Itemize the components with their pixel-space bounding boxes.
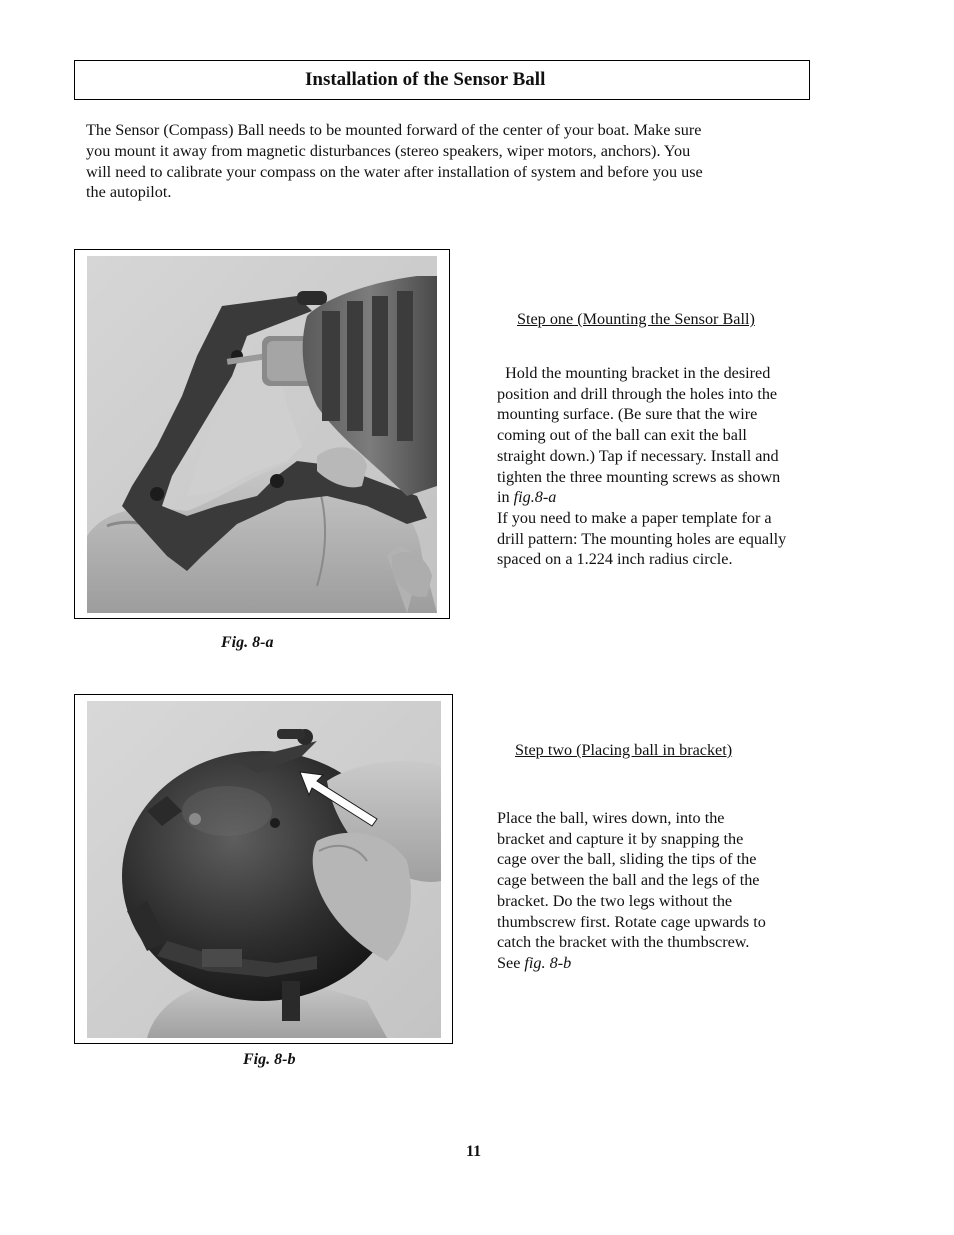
section-title-box (74, 60, 810, 100)
step-one-line: If you need to make a paper template for a (497, 508, 772, 527)
intro-line: you mount it away from magnetic disturbances (stereo speakers, wiper motors, anchors). You (86, 141, 691, 160)
step-one-line: position and drill through the holes into the (497, 384, 778, 403)
step-two-line: bracket. Do the two legs without the (497, 891, 733, 910)
step-two-line: cage over the ball, sliding the tips of the (497, 850, 757, 869)
fig-8b-reference: fig. 8-b (524, 953, 572, 972)
page-number: 11 (466, 1143, 482, 1160)
figure-8b-frame (74, 694, 453, 1044)
step-one-line: Hold the mounting bracket in the desired (497, 364, 771, 382)
intro-line: will need to calibrate your compass on the water after installation of system and before you use (86, 162, 703, 181)
step-two-body (497, 808, 827, 974)
step-one-heading: Step one (Mounting the Sensor Ball) (517, 310, 755, 328)
fig-8a-reference: fig.8-a (513, 488, 557, 507)
intro-line: the autopilot. (86, 183, 172, 202)
figure-8a-frame (74, 249, 450, 619)
step-one-line: drill pattern: The mounting holes are equally (497, 529, 787, 548)
step-one-line: spaced on a 1.224 inch radius circle. (497, 550, 733, 569)
step-one-body (497, 363, 847, 570)
figure-8b-caption: Fig. 8-b (243, 1051, 296, 1068)
step-two-line: Place the ball, wires down, into the (497, 809, 725, 827)
step-one-line: tighten the three mounting screws as shown (497, 467, 781, 486)
intro-paragraph (86, 120, 826, 203)
section-title: Installation of the Sensor Ball (305, 69, 546, 90)
step-two-line: bracket and capture it by snapping the (497, 829, 744, 848)
step-two-heading: Step two (Placing ball in bracket) (515, 741, 733, 759)
step-two-line: See (497, 953, 525, 972)
figure-8a-photo (87, 256, 437, 613)
step-two-line: thumbscrew first. Rotate cage upwards to (497, 912, 766, 931)
step-two-line-with-ref (497, 953, 827, 974)
step-two-line: cage between the ball and the legs of the (497, 871, 760, 890)
step-one-line: straight down.) Tap if necessary. Install and (497, 446, 779, 465)
step-one-line-with-ref (497, 487, 847, 508)
figure-8b-photo (87, 701, 441, 1038)
step-one-line: mounting surface. (Be sure that the wire (497, 405, 758, 424)
step-two-line: catch the bracket with the thumbscrew. (497, 933, 750, 952)
figure-8a-caption: Fig. 8-a (221, 634, 274, 651)
step-one-line: in (497, 488, 514, 507)
intro-line: The Sensor (Compass) Ball needs to be mounted forward of the center of your boat. Make sure (86, 121, 702, 139)
step-one-line: coming out of the ball can exit the ball (497, 426, 747, 445)
